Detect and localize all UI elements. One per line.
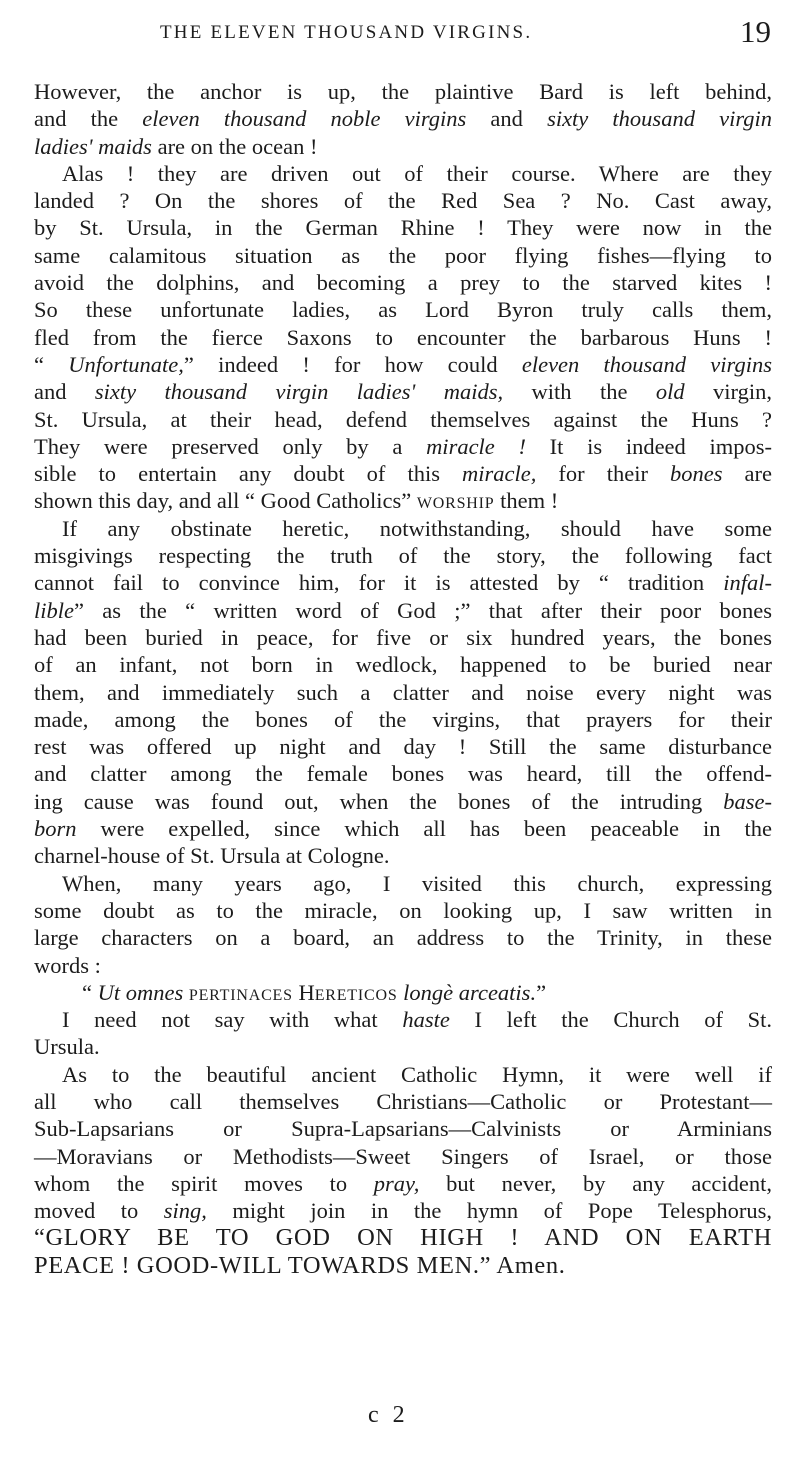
small-caps-text: WORSHIP [416,495,495,513]
text-line: “ Unfortunate,” indeed ! for how could eleven thousand virgins [34,351,772,377]
text-line: Sub-Lapsarians or Supra-Lapsarians—Calvinists or Arminians [34,1116,772,1142]
small-caps-text: ERETICOS [314,986,398,1004]
text-line: If any obstinate heretic, notwithstanding, should have some [62,515,772,541]
text-line: and sixty thousand virgin ladies' maids, with the old virgin, [34,379,772,405]
text-line: by St. Ursula, in the German Rhine ! They were now in the [34,215,772,241]
text-line: Ursula. [34,1034,100,1060]
text-line: misgivings respecting the truth of the story, the following fact [34,543,772,569]
text-line: them, and immediately such a clatter and noise every night was [34,679,772,705]
text-line: sible to entertain any doubt of this miracle, for their bones are [34,461,772,487]
text-line: cannot fail to convince him, for it is attested by “ tradition infal- [34,570,772,596]
text-line: ing cause was found out, when the bones of the intruding base- [34,788,772,814]
text-line: had been buried in peace, for five or six hundred years, the bones [34,624,772,650]
text-line: all who call themselves Christians—Catholic or Protestant— [34,1088,772,1114]
text-line: large characters on a board, an address to the Trinity, in these [34,925,772,951]
text-line: St. Ursula, at their head, defend themselves against the Huns ? [34,406,772,432]
text-line: ladies' maids are on the ocean ! [34,133,318,159]
text-line: “GLORY BE TO GOD ON HIGH ! AND ON EARTH [34,1224,772,1252]
text-line: some doubt as to the miracle, on looking up, I saw written in [34,897,772,923]
text-line: When, many years ago, I visited this church, expressing [62,870,772,896]
text-line: However, the anchor is up, the plaintive Bard is left behind, [34,79,772,104]
italic-text: pray, [373,1170,420,1196]
text-line: Alas ! they are driven out of their course. Where are they [62,160,772,186]
text-line: rest was offered up night and day ! Still the same disturbance [34,734,772,760]
italic-text: miracle, [462,461,537,487]
italic-text: sixty thousand virgin ladies' maids, [94,379,504,405]
italic-text: lible [34,597,74,623]
italic-text: miracle ! [426,433,526,459]
text-line: moved to sing, might join in the hymn of Pope Telesphorus, [34,1198,772,1224]
text-line: —Moravians or Methodists—Sweet Singers of Israel, or those [34,1143,772,1169]
italic-text: longè arceatis. [403,979,537,1005]
italic-text: infal- [723,570,772,596]
text-line: fled from the fierce Saxons to encounter the barbarous Huns ! [34,324,772,350]
italic-text: old [655,379,685,405]
running-head [0,12,800,52]
quotation-line: “ Ut omnes PERTINACES HERETICOS longè arceatis.” [82,979,547,1005]
italic-text: bones [669,461,723,487]
italic-text: eleven thousand noble virgins [142,106,467,132]
text-line: So these unfortunate ladies, as Lord Byron truly calls them, [34,297,772,323]
text-line: landed ? On the shores of the Red Sea ? No. Cast away, [34,188,772,214]
text-line: of an infant, not born in wedlock, happened to be buried near [34,652,772,678]
text-line: and the eleven thousand noble virgins and sixty thousand virgin [34,106,772,132]
text-line: same calamitous situation as the poor flying fishes—flying to [34,242,772,268]
body-text [34,78,772,1279]
text-line: born were expelled, since which all has been peaceable in the [34,816,772,842]
text-line: As to the beautiful ancient Catholic Hymn, it were well if [62,1061,772,1087]
italic-text: Unfortunate, [68,351,184,377]
page-number: 19 [740,14,771,49]
text-line: charnel-house of St. Ursula at Cologne. [34,843,390,869]
text-line: shown this day, and all “ Good Catholics” WORSHIP them ! [34,488,559,514]
text-line: and clatter among the female bones was heard, till the offend- [34,761,772,787]
text-line: avoid the dolphins, and becoming a prey to the starved kites ! [34,270,772,296]
italic-text: ladies' maids [34,133,152,159]
italic-text: Ut omnes [97,979,184,1005]
text-line: whom the spirit moves to pray, but never, by any accident, [34,1170,772,1196]
small-caps-text: PERTINACES [188,986,293,1004]
signature-mark: c 2 [368,1402,409,1428]
text-line: I need not say with what haste I left the Church of St. [62,1007,772,1033]
italic-text: born [34,816,77,842]
text-line: words : [34,952,101,978]
text-line: made, among the bones of the virgins, that prayers for their [34,706,772,732]
text-line: lible” as the “ written word of God ;” that after their poor bones [34,597,772,623]
italic-text: sixty thousand virgin [547,106,772,132]
italic-text: haste [402,1007,450,1033]
italic-text: sing, [163,1198,207,1224]
running-title: THE ELEVEN THOUSAND VIRGINS. [160,22,533,43]
text-line: They were preserved only by a miracle ! It is indeed impos- [34,433,772,459]
italic-text: eleven thousand virgins [521,351,772,377]
text-line: PEACE ! GOOD-WILL TOWARDS MEN.” Amen. [34,1251,566,1279]
italic-text: base- [723,788,772,814]
